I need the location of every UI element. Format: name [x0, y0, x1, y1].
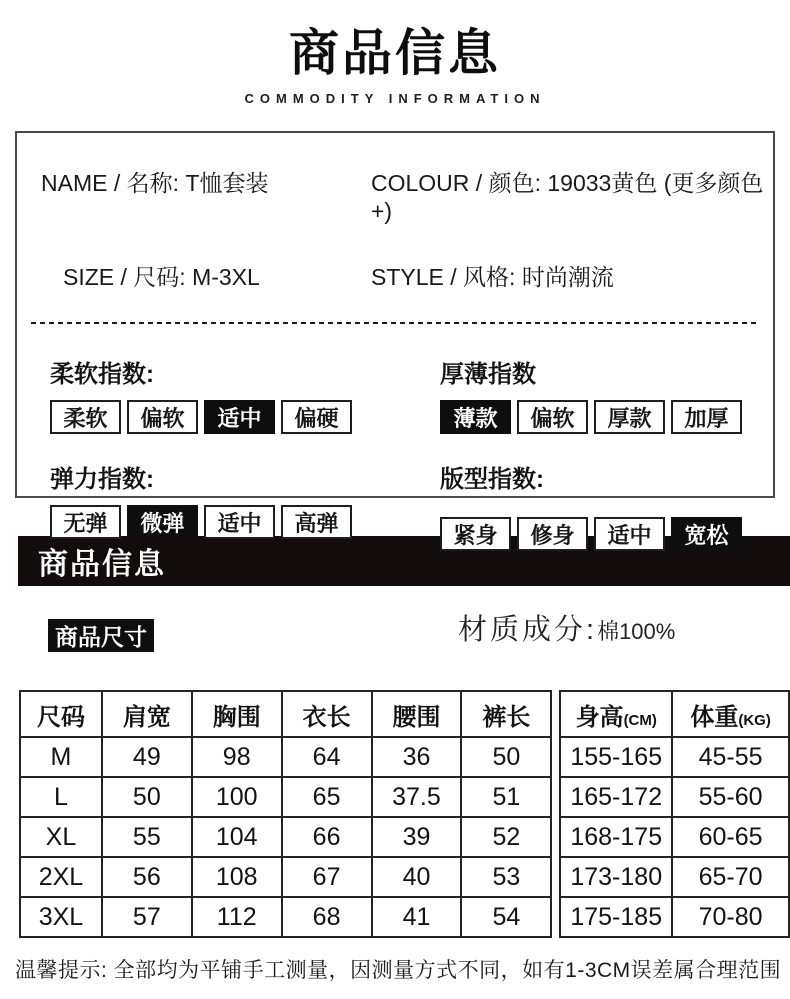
table-row — [560, 737, 789, 777]
index-option[interactable]: 适中 — [204, 505, 275, 539]
index-option[interactable]: 修身 — [517, 517, 588, 551]
field-label: COLOUR / 颜色: — [371, 170, 548, 196]
material-label: 材质成分: — [458, 614, 598, 646]
table-cell: 36 — [372, 737, 462, 777]
index-options — [50, 400, 430, 434]
field-value: T恤套装 — [185, 170, 269, 196]
index-label: 版型指数: — [440, 466, 544, 493]
table-header-cell: 尺码 — [20, 691, 102, 737]
size-table-metrics-body — [560, 737, 789, 937]
table-cell: 66 — [282, 817, 372, 857]
index-option[interactable]: 宽松 — [671, 517, 742, 551]
field-label: NAME / 名称: — [41, 170, 186, 196]
table-header-cell — [672, 691, 789, 737]
index-option[interactable]: 柔软 — [50, 400, 121, 434]
page-subtitle: COMMODITY INFORMATION — [244, 91, 546, 106]
size-table-metrics-header-row — [560, 691, 789, 737]
table-cell: 41 — [372, 897, 462, 937]
material-composition — [458, 607, 675, 648]
index-options — [440, 517, 773, 551]
index-option[interactable]: 适中 — [204, 400, 275, 434]
table-row — [20, 897, 551, 937]
table-cell: 49 — [102, 737, 192, 777]
table-cell: 39 — [372, 817, 462, 857]
index-label: 厚薄指数 — [440, 361, 536, 388]
table-cell: 55 — [102, 817, 192, 857]
table-cell: 37.5 — [372, 777, 462, 817]
table-header-cell — [560, 691, 672, 737]
index-option[interactable]: 适中 — [594, 517, 665, 551]
table-cell: 51 — [461, 777, 551, 817]
size-table-body-metrics — [559, 690, 790, 938]
table-cell: 100 — [192, 777, 282, 817]
table-cell: M — [20, 737, 102, 777]
size-table-main-body — [20, 737, 551, 937]
page-header — [0, 0, 790, 106]
field-label: STYLE / 风格: — [371, 264, 522, 290]
table-cell: L — [20, 777, 102, 817]
table-cell: 45-55 — [672, 737, 789, 777]
index-option[interactable]: 高弹 — [281, 505, 352, 539]
index-option[interactable]: 无弹 — [50, 505, 121, 539]
table-cell: 2XL — [20, 857, 102, 897]
table-cell: 173-180 — [560, 857, 672, 897]
field-style — [371, 259, 773, 292]
table-header-cell: 胸围 — [192, 691, 282, 737]
table-header-cell: 肩宽 — [102, 691, 192, 737]
table-row — [20, 737, 551, 777]
table-cell: 56 — [102, 857, 192, 897]
index-options — [50, 505, 430, 539]
index-option[interactable]: 厚款 — [594, 400, 665, 434]
table-cell: 40 — [372, 857, 462, 897]
index-option[interactable]: 紧身 — [440, 517, 511, 551]
table-cell: 65 — [282, 777, 372, 817]
table-cell: XL — [20, 817, 102, 857]
page-title: 商品信息 — [289, 25, 501, 81]
material-value: 棉100% — [597, 619, 676, 644]
field-value: 19033黄色 (更多颜色+) — [371, 170, 764, 224]
measure-note: 温馨提示: 全部均为平铺手工测量，因测量方式不同，如有1-3CM误差属合理范围 — [15, 959, 782, 982]
table-cell: 112 — [192, 897, 282, 937]
header-label: 体重 — [690, 703, 739, 731]
table-row — [560, 817, 789, 857]
index-option[interactable]: 加厚 — [671, 400, 742, 434]
size-table-main-header-row — [20, 691, 551, 737]
table-cell: 175-185 — [560, 897, 672, 937]
table-cell: 53 — [461, 857, 551, 897]
table-row — [560, 897, 789, 937]
table-cell: 60-65 — [672, 817, 789, 857]
table-cell: 68 — [282, 897, 372, 937]
field-label: SIZE / 尺码: — [63, 264, 193, 290]
index-option[interactable]: 偏硬 — [281, 400, 352, 434]
table-cell: 165-172 — [560, 777, 672, 817]
index-group-1 — [440, 354, 773, 434]
table-row — [20, 817, 551, 857]
table-row — [560, 857, 789, 897]
table-header-cell: 衣长 — [282, 691, 372, 737]
table-cell: 50 — [461, 737, 551, 777]
size-badge: 商品尺寸 — [48, 619, 154, 652]
header-label: 身高 — [575, 703, 624, 731]
table-cell: 168-175 — [560, 817, 672, 857]
table-header-cell: 腰围 — [372, 691, 462, 737]
table-cell: 57 — [102, 897, 192, 937]
index-group-0 — [50, 354, 430, 434]
table-cell: 64 — [282, 737, 372, 777]
index-options — [440, 400, 773, 434]
table-cell: 108 — [192, 857, 282, 897]
table-header-cell: 裤长 — [461, 691, 551, 737]
table-cell: 3XL — [20, 897, 102, 937]
index-group-2 — [50, 459, 430, 551]
size-table — [19, 690, 790, 938]
table-cell: 50 — [102, 777, 192, 817]
index-option[interactable]: 微弹 — [127, 505, 198, 539]
table-row — [20, 777, 551, 817]
header-unit: (KG) — [738, 711, 771, 729]
info-box — [15, 131, 775, 548]
section-banner-title: 商品信息 — [38, 548, 166, 581]
table-cell: 155-165 — [560, 737, 672, 777]
field-colour — [371, 165, 773, 225]
field-name — [41, 165, 371, 225]
size-header-row — [0, 614, 790, 653]
index-option[interactable]: 薄款 — [440, 400, 511, 434]
index-group-3 — [440, 459, 773, 551]
table-cell: 52 — [461, 817, 551, 857]
table-cell: 55-60 — [672, 777, 789, 817]
index-option[interactable]: 偏软 — [127, 400, 198, 434]
index-option[interactable]: 偏软 — [517, 400, 588, 434]
table-cell: 67 — [282, 857, 372, 897]
field-value: M-3XL — [192, 264, 260, 290]
table-row — [20, 857, 551, 897]
table-cell: 70-80 — [672, 897, 789, 937]
table-cell: 65-70 — [672, 857, 789, 897]
table-row — [560, 777, 789, 817]
index-label: 柔软指数: — [50, 361, 154, 388]
table-cell: 98 — [192, 737, 282, 777]
size-table-main — [19, 690, 552, 938]
dashed-divider — [31, 322, 759, 324]
field-value: 时尚潮流 — [521, 264, 614, 290]
header-unit: (CM) — [623, 711, 657, 729]
field-size — [41, 259, 371, 292]
field-grid — [17, 165, 773, 292]
index-grid — [17, 354, 773, 551]
table-cell: 104 — [192, 817, 282, 857]
index-label: 弹力指数: — [50, 466, 154, 493]
table-cell: 54 — [461, 897, 551, 937]
